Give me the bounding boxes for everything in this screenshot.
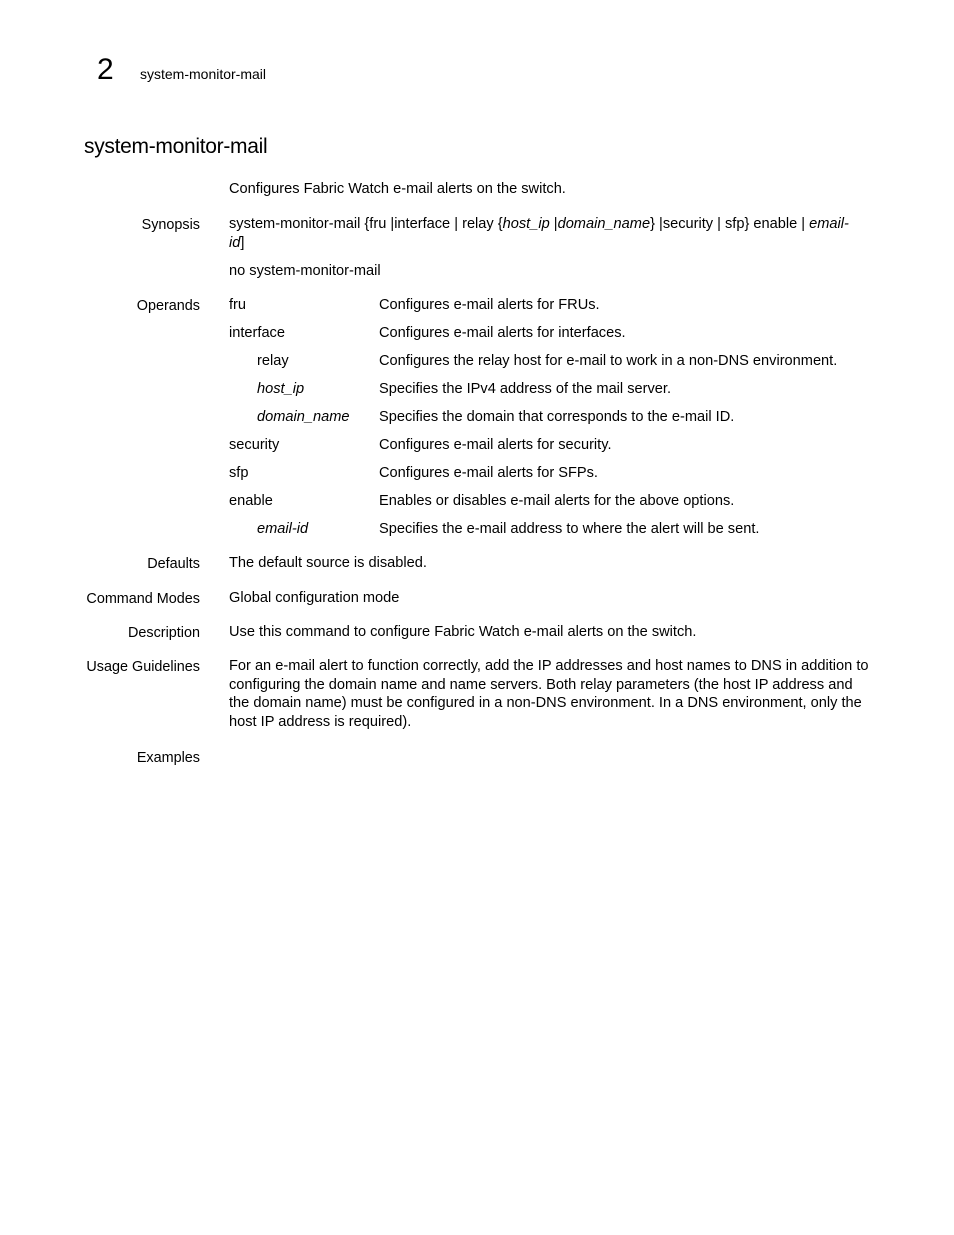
synopsis-sfp: sfp [725,216,745,232]
operand-desc: Specifies the IPv4 address of the mail server. [379,381,672,397]
operand-desc: Configures e-mail alerts for security. [379,437,612,453]
synopsis-punct: | [549,216,558,232]
synopsis-security: security [662,216,714,232]
command-modes-label: Command Modes [86,591,200,607]
synopsis-fru: fru [369,216,387,232]
synopsis-punct: ] [240,234,245,251]
operand-name: fru [229,297,247,313]
operand-desc: Configures e-mail alerts for interfaces. [379,325,626,341]
synopsis-no-form: no system-monitor-mail [229,263,381,279]
synopsis-relay: relay [462,216,494,232]
description-text: Use this command to configure Fabric Watch e-mail alerts on the switch. [229,624,697,640]
operand-desc: Configures e-mail alerts for SFPs. [379,465,598,481]
examples-label: Examples [136,750,200,766]
synopsis-text [229,215,854,252]
synopsis-punct: | [713,216,725,232]
operand-desc: Configures e-mail alerts for FRUs. [379,297,600,313]
description-label: Description [128,625,200,641]
operand-desc: Specifies the domain that corresponds to the e-mail ID. [379,409,735,425]
operand-name: host_ip [257,381,305,397]
synopsis-punct: } | [650,216,663,232]
operand-name: enable [229,493,273,509]
operand-desc: Configures the relay host for e-mail to work in a non-DNS environment. [379,353,838,369]
synopsis-punct: { [360,216,370,232]
synopsis-punct: { [493,216,503,232]
synopsis-enable: enable [753,216,798,232]
running-header-title: system-monitor-mail [140,66,267,82]
synopsis-label: Synopsis [141,217,200,233]
operand-name: relay [257,353,289,369]
usage-guidelines-label: Usage Guidelines [86,659,200,675]
chapter-number: 2 [97,53,114,86]
synopsis-domain-name: domain_name [557,216,651,232]
defaults-label: Defaults [147,556,200,572]
operand-desc: Enables or disables e-mail alerts for the above options. [379,493,735,509]
synopsis-interface: interface [394,216,451,232]
synopsis-punct: | [797,216,810,232]
synopsis-email-id: email-id [229,216,849,251]
defaults-text: The default source is disabled. [229,555,427,571]
command-modes-text: Global configuration mode [229,590,400,606]
operand-name: email-id [257,521,309,537]
operand-name: interface [229,325,285,341]
operand-name: security [229,437,280,453]
intro-text: Configures Fabric Watch e-mail alerts on the switch. [229,181,566,197]
operand-desc: Specifies the e-mail address to where the alert will be sent. [379,521,760,537]
page-title: system-monitor-mail [84,135,268,158]
operand-name: sfp [229,465,249,481]
synopsis-punct: | [450,216,463,232]
operands-label: Operands [136,298,200,314]
operand-name: domain_name [257,409,350,425]
usage-guidelines-text: For an e-mail alert to function correctly, add the IP addresses and host names to DNS in addition to configuring the domain name and name servers. Both relay parameters (the host IP address and the domain name) must be configured in a non-DNS environment. In a DNS environment, only the host IP address is required). [229,658,869,731]
synopsis-punct: } [744,216,754,232]
synopsis-host-ip: host_ip [502,216,550,232]
synopsis-command: system-monitor-mail [229,216,361,232]
synopsis-punct: | [386,216,395,232]
